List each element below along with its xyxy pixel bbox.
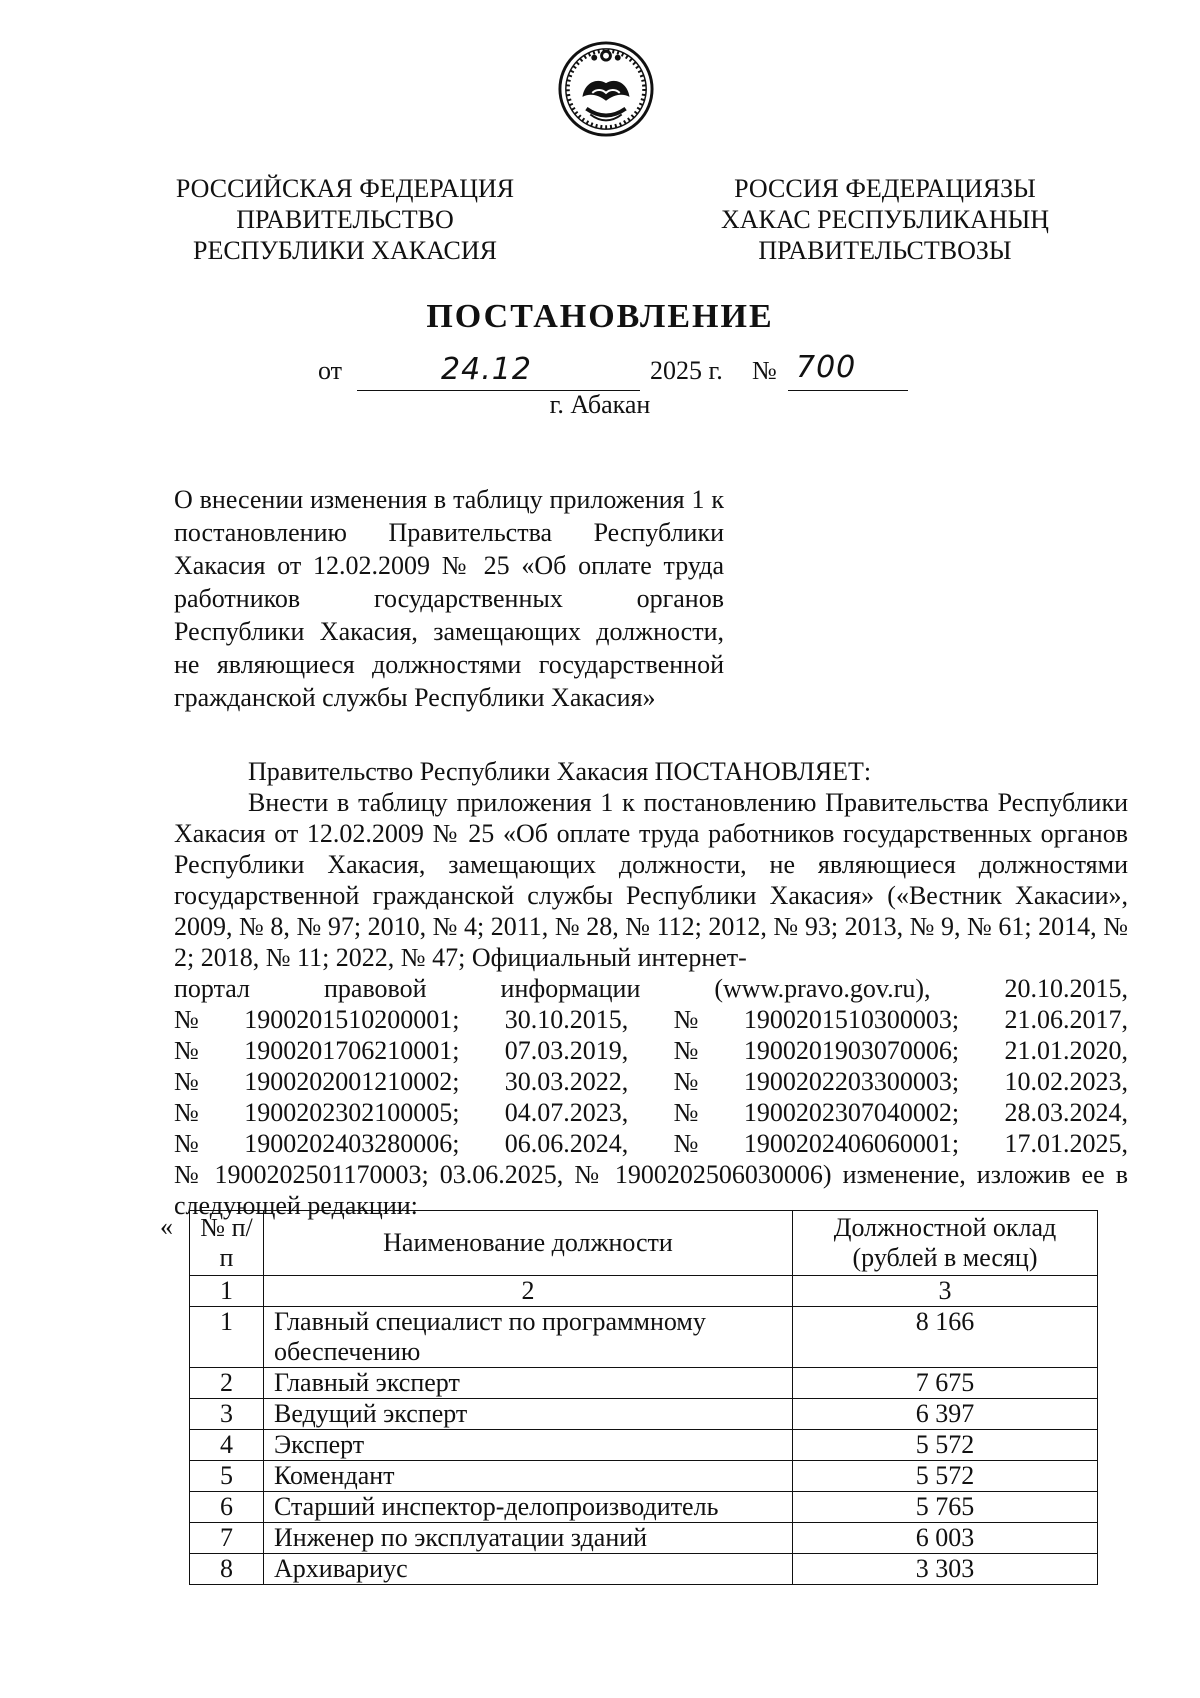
registry-cell: 1900202403280006; xyxy=(244,1129,460,1158)
portal-row xyxy=(174,973,1128,1004)
registry-cell: № xyxy=(174,1129,199,1158)
table-colnum-row xyxy=(190,1276,1098,1307)
khakassia-coat-of-arms-icon xyxy=(557,40,655,138)
decree-line: Правительство Республики Хакасия ПОСТАНОВЛЯЕТ: xyxy=(248,757,872,786)
row-num: 6 xyxy=(190,1492,264,1523)
header-num: № п/п xyxy=(190,1211,264,1276)
row-salary: 5 572 xyxy=(793,1430,1098,1461)
header-right-line3: ПРАВИТЕЛЬСТВОЗЫ xyxy=(758,236,1012,265)
header-right xyxy=(705,173,1065,266)
registry-cell: № xyxy=(673,1129,699,1158)
table-row xyxy=(190,1492,1098,1523)
row-salary: 5 765 xyxy=(793,1492,1098,1523)
header-left-line2: ПРАВИТЕЛЬСТВО xyxy=(236,205,454,234)
date-year: 2025 г. xyxy=(650,356,723,385)
registry-cell: 1900202203300003; xyxy=(743,1067,960,1096)
registry-cell: 1900201510300003; xyxy=(743,1005,960,1034)
registry-cell: 10.02.2023, xyxy=(1004,1067,1128,1096)
row-salary: 6 003 xyxy=(793,1523,1098,1554)
number-label: № xyxy=(752,356,777,385)
colnum-3: 3 xyxy=(793,1276,1098,1307)
row-salary: 7 675 xyxy=(793,1368,1098,1399)
row-salary: 3 303 xyxy=(793,1554,1098,1585)
portal-word-5: 20.10.2015, xyxy=(1004,974,1128,1003)
portal-word-4: (www.pravo.gov.ru), xyxy=(714,974,931,1003)
colnum-2: 2 xyxy=(264,1276,793,1307)
row-name: Ведущий эксперт xyxy=(264,1399,793,1430)
date-field xyxy=(357,352,640,391)
registry-cell: № xyxy=(673,1067,699,1096)
header-right-line1: РОССИЯ ФЕДЕРАЦИЯЗЫ xyxy=(734,174,1036,203)
registry-cell: 1900202302100005; xyxy=(244,1098,460,1127)
row-num: 4 xyxy=(190,1430,264,1461)
registry-cell: № xyxy=(174,1067,199,1096)
row-num: 1 xyxy=(190,1307,264,1368)
registry-cell: 1900201903070006; xyxy=(743,1036,960,1065)
registry-row xyxy=(174,1097,1128,1128)
document-title: ПОСТАНОВЛЕНИЕ xyxy=(426,298,774,335)
header-right-line2: ХАКАС РЕСПУБЛИКАНЫҢ xyxy=(720,205,1050,234)
registry-cell: 30.10.2015, xyxy=(504,1005,629,1034)
registry-cell: 21.01.2020, xyxy=(1004,1036,1128,1065)
registry-row xyxy=(174,1004,1128,1035)
registry-row xyxy=(174,1066,1128,1097)
portal-word-2: правовой xyxy=(323,974,427,1003)
row-num: 8 xyxy=(190,1554,264,1585)
salary-table xyxy=(189,1210,1098,1585)
number-field xyxy=(788,350,908,391)
header-left xyxy=(170,173,520,266)
table-row xyxy=(190,1523,1098,1554)
portal-word-1: портал xyxy=(174,974,250,1003)
table-header-row xyxy=(190,1211,1098,1276)
table-row xyxy=(190,1399,1098,1430)
header-salary: Должностной оклад (рублей в месяц) xyxy=(793,1211,1098,1276)
row-num: 2 xyxy=(190,1368,264,1399)
body-paragraph-end: № 1900202501170003; 03.06.2025, № 1900202506030006) изменение, изложив ее в следующей редакции: xyxy=(174,1160,1128,1220)
row-num: 7 xyxy=(190,1523,264,1554)
body-paragraph-intro: Внести в таблицу приложения 1 к постановлению Правительства Республики Хакасия от 12.02.2009 № 25 «Об оплате труда работников государственных органов Республики Хакасия, замещающих должности, не являющиеся должностями государственной гражданской службы Республики Хакасия» («Вестник Хакасии», 2009, № 8, № 97; 2010, № 4; 2011, № 28, № 112; 2012, № 93; 2013, № 9, № 61; 2014, № 2; 2018, № 11; 2022, № 47; Официальный интернет- xyxy=(174,788,1128,972)
registry-cell: 28.03.2024, xyxy=(1004,1098,1128,1127)
registry-cell: 06.06.2024, xyxy=(504,1129,629,1158)
colnum-1: 1 xyxy=(190,1276,264,1307)
registry-row xyxy=(174,1035,1128,1066)
date-from-label: от xyxy=(318,356,343,385)
table-row xyxy=(190,1368,1098,1399)
table-row xyxy=(190,1461,1098,1492)
registry-cell: 1900202001210002; xyxy=(244,1067,460,1096)
city: г. Абакан xyxy=(549,390,651,419)
registry-cell: 30.03.2022, xyxy=(504,1067,629,1096)
header-left-line1: РОССИЙСКАЯ ФЕДЕРАЦИЯ xyxy=(175,174,515,203)
row-num: 5 xyxy=(190,1461,264,1492)
date-handwritten: 24.12 xyxy=(441,352,532,387)
registry-list xyxy=(174,1004,1128,1159)
row-name: Эксперт xyxy=(264,1430,793,1461)
registry-cell: 1900201510200001; xyxy=(244,1005,460,1034)
registry-cell: 1900201706210001; xyxy=(244,1036,460,1065)
row-name: Главный специалист по программному обеспечению xyxy=(264,1307,793,1368)
table-open-quote: « xyxy=(160,1212,173,1241)
table-row xyxy=(190,1430,1098,1461)
registry-cell: 21.06.2017, xyxy=(1004,1005,1128,1034)
registry-cell: 1900202307040002; xyxy=(743,1098,960,1127)
registry-cell: № xyxy=(174,1098,199,1127)
subject-block: О внесении изменения в таблицу приложения 1 к постановлению Правительства Республики Хакасия от 12.02.2009 № 25 «Об оплате труда работников государственных органов Республики Хакасия, замещающих должности, не являющиеся должностями государственной гражданской службы Республики Хакасия» xyxy=(174,485,724,712)
registry-cell: 1900202406060001; xyxy=(743,1129,960,1158)
registry-cell: № xyxy=(174,1036,199,1065)
body-text xyxy=(174,756,1128,1221)
registry-cell: № xyxy=(673,1036,699,1065)
row-name: Архивариус xyxy=(264,1554,793,1585)
row-name: Главный эксперт xyxy=(264,1368,793,1399)
registry-row xyxy=(174,1128,1128,1159)
row-num: 3 xyxy=(190,1399,264,1430)
registry-cell: 04.07.2023, xyxy=(504,1098,629,1127)
row-salary: 8 166 xyxy=(793,1307,1098,1368)
header-left-line3: РЕСПУБЛИКИ ХАКАСИЯ xyxy=(192,236,497,265)
registry-cell: 17.01.2025, xyxy=(1004,1129,1128,1158)
registry-cell: № xyxy=(673,1098,699,1127)
registry-cell: 07.03.2019, xyxy=(504,1036,629,1065)
row-salary: 5 572 xyxy=(793,1461,1098,1492)
row-salary: 6 397 xyxy=(793,1399,1098,1430)
row-name: Инженер по эксплуатации зданий xyxy=(264,1523,793,1554)
table-row xyxy=(190,1307,1098,1368)
registry-cell: № xyxy=(174,1005,199,1034)
row-name: Комендант xyxy=(264,1461,793,1492)
registry-cell: № xyxy=(673,1005,699,1034)
number-handwritten: 700 xyxy=(796,350,857,385)
table-row xyxy=(190,1554,1098,1585)
header-name: Наименование должности xyxy=(264,1211,793,1276)
row-name: Старший инспектор-делопроизводитель xyxy=(264,1492,793,1523)
portal-word-3: информации xyxy=(500,974,641,1003)
